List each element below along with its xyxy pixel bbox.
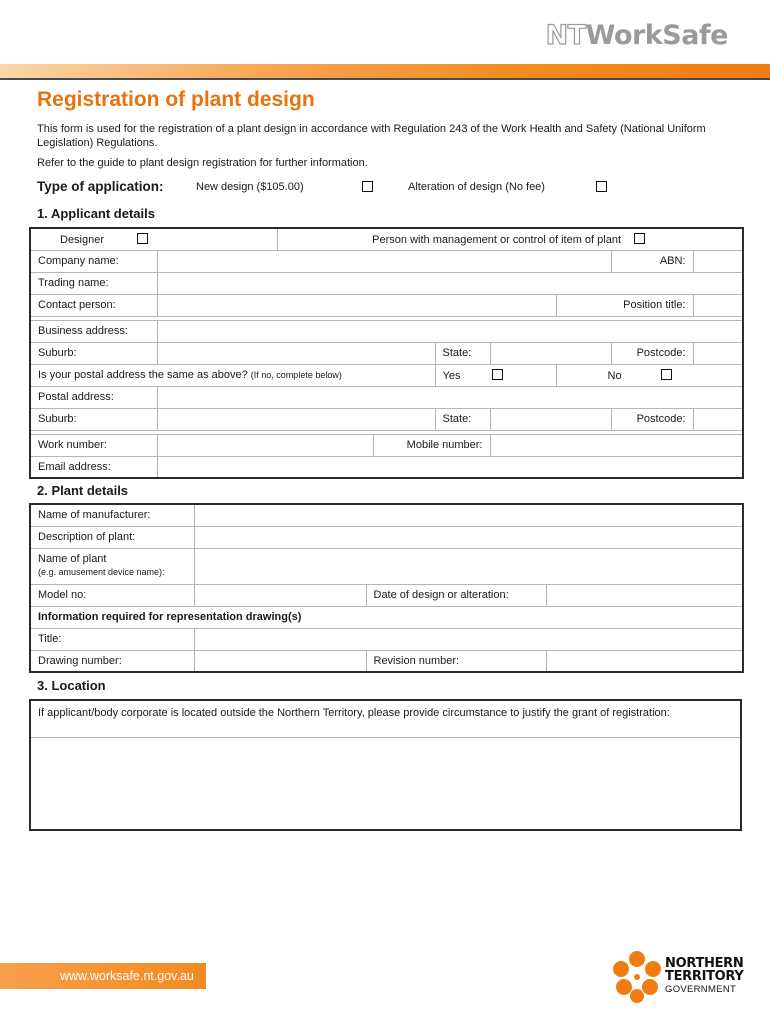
name-of-plant-cell (30, 548, 194, 584)
postal-address-field[interactable] (157, 386, 743, 408)
alteration-design-checkbox[interactable] (596, 181, 607, 192)
description-field[interactable] (194, 526, 743, 548)
page-title: Registration of plant design (37, 88, 315, 111)
postal-state-field[interactable] (490, 408, 611, 430)
no-cell (556, 364, 743, 386)
ntg-line-northern: NORTHERN (665, 956, 744, 971)
nt-government-logo (611, 949, 756, 1005)
postal-same-cell (30, 364, 435, 386)
date-design-label: Date of design or alteration: (366, 584, 546, 606)
ntg-line-territory: TERRITORY (665, 969, 744, 984)
postal-same-yes-checkbox[interactable] (492, 369, 503, 380)
abn-field[interactable] (693, 250, 743, 272)
location-instructions: If applicant/body corporate is located outside the Northern Territory, please provide circumstance to justify the grant of registration: (31, 701, 740, 738)
mobile-number-label: Mobile number: (373, 434, 490, 456)
revision-number-field[interactable] (546, 650, 743, 672)
no-label: No (607, 369, 622, 382)
header-divider (0, 78, 770, 80)
suburb-field[interactable] (157, 342, 435, 364)
drawing-title-field[interactable] (194, 628, 743, 650)
designer-checkbox[interactable] (137, 233, 148, 244)
postcode-label: Postcode: (611, 342, 693, 364)
logo-worksafe: WorkSafe (585, 20, 728, 51)
new-design-checkbox[interactable] (362, 181, 373, 192)
company-name-label: Company name: (30, 250, 157, 272)
info-required-label: Information required for representation drawing(s) (30, 606, 743, 628)
model-no-label: Model no: (30, 584, 194, 606)
type-of-application-label: Type of application: (37, 179, 164, 194)
suburb-label: Suburb: (30, 342, 157, 364)
revision-number-label: Revision number: (366, 650, 546, 672)
drawing-number-label: Drawing number: (30, 650, 194, 672)
company-name-field[interactable] (157, 250, 611, 272)
state-label: State: (435, 342, 490, 364)
applicant-details-table (29, 227, 744, 479)
drawing-number-field[interactable] (194, 650, 366, 672)
type-of-application-row (37, 178, 737, 198)
plant-details-table (29, 503, 744, 673)
name-of-plant-field[interactable] (194, 548, 743, 584)
work-number-field[interactable] (157, 434, 373, 456)
pcbu-cell (277, 228, 743, 250)
email-address-field[interactable] (157, 456, 743, 478)
worksafe-logo (546, 20, 728, 51)
footer-url-bar (0, 963, 206, 989)
email-address-label: Email address: (30, 456, 157, 478)
business-address-label: Business address: (30, 320, 157, 342)
yes-label: Yes (442, 369, 461, 382)
mobile-number-field[interactable] (490, 434, 743, 456)
contact-person-field[interactable] (157, 294, 556, 316)
section-applicant-heading: 1. Applicant details (37, 206, 155, 221)
trading-name-label: Trading name: (30, 272, 157, 294)
postal-postcode-label: Postcode: (611, 408, 693, 430)
section-plant-heading: 2. Plant details (37, 483, 129, 498)
drawing-title-label: Title: (30, 628, 194, 650)
nt-flower-icon (611, 949, 663, 1005)
work-number-label: Work number: (30, 434, 157, 456)
name-of-plant-label: Name of plant (38, 553, 107, 565)
new-design-label: New design ($105.00) (196, 181, 304, 193)
section-location-heading: 3. Location (37, 678, 106, 693)
name-of-plant-example: (e.g. amusement device name): (38, 567, 165, 577)
model-no-field[interactable] (194, 584, 366, 606)
trading-name-field[interactable] (157, 272, 743, 294)
location-justification-field[interactable] (31, 738, 740, 828)
postal-suburb-label: Suburb: (30, 408, 157, 430)
ntg-line-government: GOVERNMENT (665, 984, 737, 995)
yes-cell (435, 364, 556, 386)
manufacturer-label: Name of manufacturer: (30, 504, 194, 526)
guide-reference-text: Refer to the guide to plant design registration for further information. (37, 157, 368, 169)
header-band (0, 64, 770, 78)
manufacturer-field[interactable] (194, 504, 743, 526)
business-address-field[interactable] (157, 320, 743, 342)
description-label: Description of plant: (30, 526, 194, 548)
intro-text: This form is used for the registration of a plant design in accordance with Regulation 243 of the Work Health and Safety (National Uniform Legislation) Regulations. (37, 123, 706, 149)
alteration-design-label: Alteration of design (No fee) (408, 181, 545, 193)
abn-label: ABN: (611, 250, 693, 272)
postal-suburb-field[interactable] (157, 408, 435, 430)
state-field[interactable] (490, 342, 611, 364)
contact-person-label: Contact person: (30, 294, 157, 316)
designer-cell (30, 228, 277, 250)
postal-same-no-checkbox[interactable] (661, 369, 672, 380)
location-box (29, 699, 742, 831)
postal-postcode-field[interactable] (693, 408, 743, 430)
position-title-label: Position title: (556, 294, 693, 316)
postcode-field[interactable] (693, 342, 743, 364)
logo-nt: NT (545, 20, 586, 51)
postal-same-question: Is your postal address the same as above? (38, 369, 248, 381)
designer-label: Designer (60, 233, 105, 246)
postal-same-note: (If no, complete below) (250, 370, 342, 380)
pcbu-label: Person with management or control of item of plant (372, 233, 622, 246)
pcbu-checkbox[interactable] (634, 233, 645, 244)
postal-address-label: Postal address: (30, 386, 157, 408)
position-title-field[interactable] (693, 294, 743, 316)
postal-state-label: State: (435, 408, 490, 430)
footer-url[interactable]: www.worksafe.nt.gov.au (60, 969, 194, 983)
date-design-field[interactable] (546, 584, 743, 606)
